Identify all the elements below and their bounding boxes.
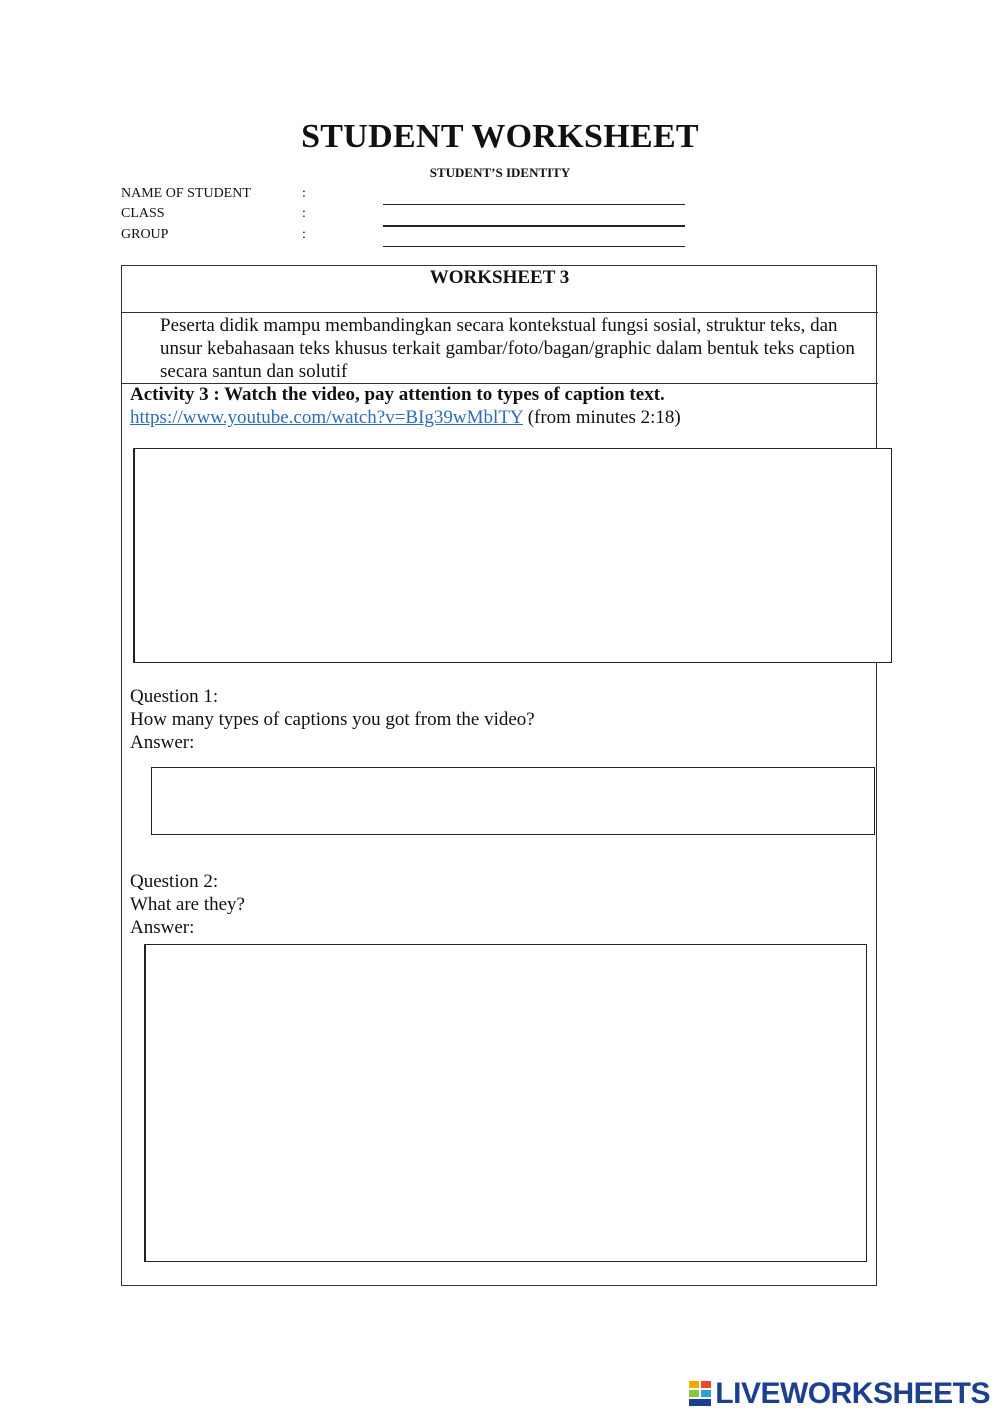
name-colon: : [302, 186, 306, 201]
answer-2-input[interactable] [144, 944, 867, 1262]
video-link[interactable]: https://www.youtube.com/watch?v=BIg39wMblTY [130, 407, 523, 428]
class-colon: : [302, 206, 306, 221]
group-input-line[interactable] [383, 246, 685, 247]
liveworksheets-wordmark: LIVEWORKSHEETS [715, 1377, 990, 1410]
worksheet-heading: WORKSHEET 3 [429, 267, 570, 288]
page-title: STUDENT WORKSHEET [301, 118, 699, 155]
activity-title: Activity 3 : Watch the video, pay attention to types of caption text. [130, 384, 665, 405]
video-embed-box[interactable] [133, 448, 892, 663]
question-1-answer-label: Answer: [130, 732, 195, 753]
group-label: GROUP [121, 227, 169, 242]
question-2-answer-label: Answer: [130, 917, 195, 938]
class-input-line[interactable] [383, 225, 685, 227]
answer-1-input[interactable] [151, 767, 875, 835]
class-label: CLASS [121, 206, 165, 221]
learning-objective: Peserta didik mampu membandingkan secara kontekstual fungsi sosial, struktur teks, dan unsur kebahasaan teks khusus terkait gambar/foto/bagan/graphic dalam bentuk teks caption secara santun dan solutif [160, 315, 855, 382]
question-2-text: What are they? [130, 894, 245, 915]
question-1-text: How many types of captions you got from the video? [130, 709, 535, 730]
question-2-number: Question 2: [130, 871, 219, 892]
activity-link-line [130, 407, 681, 429]
group-colon: : [302, 227, 306, 242]
heading-divider [121, 312, 878, 313]
liveworksheets-brand[interactable] [689, 1377, 990, 1411]
name-of-student-input-line[interactable] [383, 204, 685, 205]
name-of-student-label: NAME OF STUDENT [121, 186, 251, 201]
liveworksheets-logo-icon [689, 1381, 711, 1407]
question-1-number: Question 1: [130, 686, 219, 707]
video-link-note: (from minutes 2:18) [522, 407, 681, 428]
identity-heading: STUDENT’S IDENTITY [429, 165, 571, 180]
